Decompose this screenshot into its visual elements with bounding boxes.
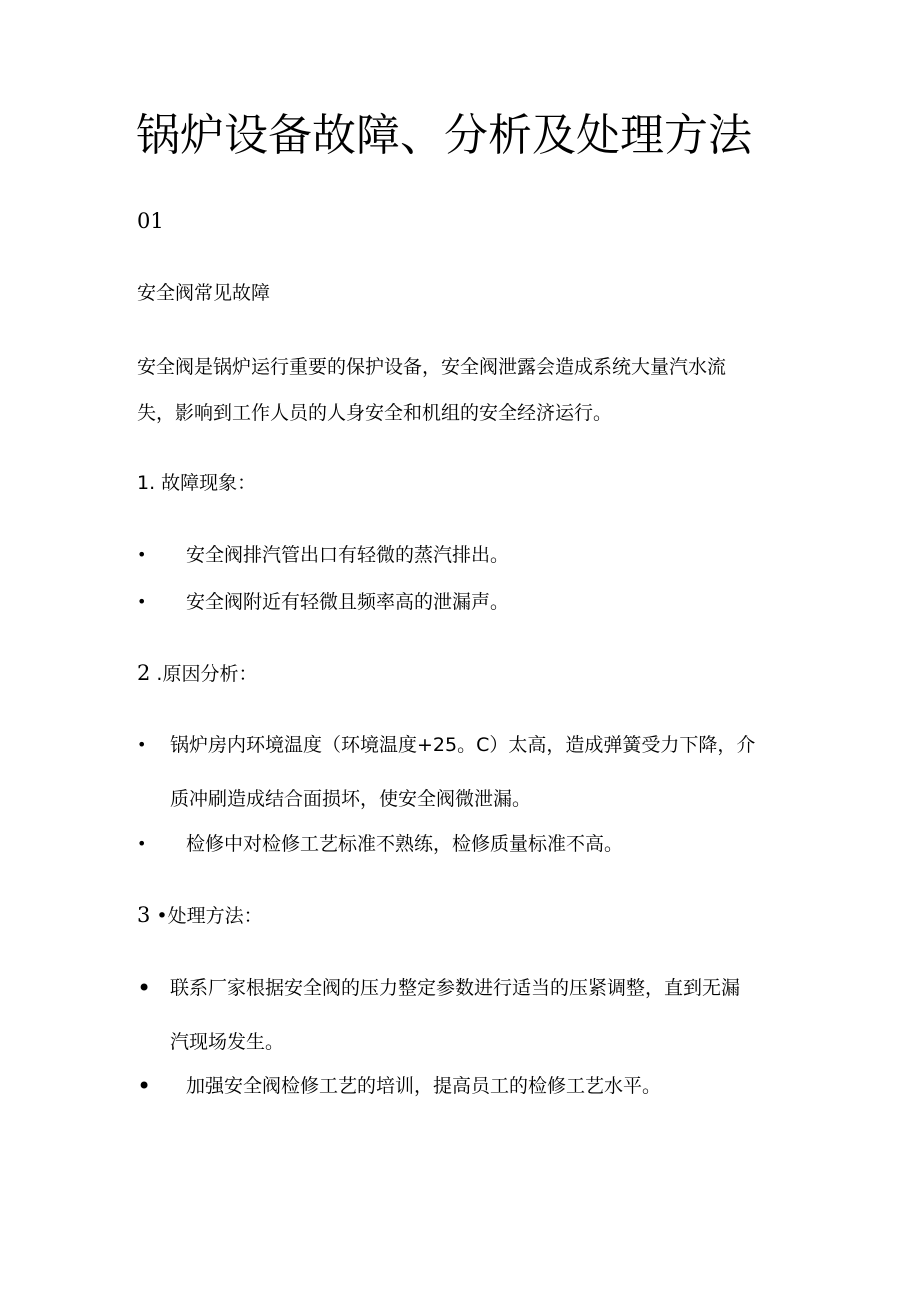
list-item-line-2: 汽现场发生。 <box>170 1031 285 1053</box>
intro-paragraph <box>137 344 787 436</box>
step-2-label: .原因分析： <box>150 663 258 685</box>
bullet-icon: • <box>137 545 147 564</box>
list-item-text: 安全阀附近有轻微且频率高的泄漏声。 <box>186 591 510 613</box>
section-number: 01 <box>137 209 164 233</box>
step-2-number: 2 <box>137 661 151 685</box>
step-1-label: 1. 故障现象： <box>137 472 257 494</box>
list-item-text: 加强安全阀检修工艺的培训，提高员工的检修工艺水平。 <box>186 1075 662 1097</box>
intro-line-2: 失，影响到工作人员的人身安全和机组的安全经济运行。 <box>137 402 613 424</box>
bullet-icon: • <box>137 735 147 754</box>
section-heading: 安全阀常见故障 <box>137 282 271 304</box>
step-1-heading <box>137 468 256 498</box>
list-item-line-1: 联系厂家根据安全阀的压力整定参数进行适当的压紧调整，直到无漏 <box>170 977 741 999</box>
list-item-text <box>170 730 790 814</box>
bullet-icon: • <box>137 1072 152 1100</box>
step-3-label: •处理方法： <box>150 905 263 927</box>
list-item-line-2: 质冲刷造成结合面损坏，使安全阀微泄漏。 <box>170 788 532 810</box>
step-2-heading <box>137 658 257 689</box>
list-item-text: 安全阀排汽管出口有轻微的蒸汽排出。 <box>186 544 510 566</box>
bullet-icon: • <box>137 592 147 611</box>
step-3-heading <box>137 900 263 931</box>
bullet-icon: • <box>137 974 152 1002</box>
bullet-icon: • <box>137 834 147 853</box>
list-item-text <box>170 973 790 1057</box>
step-3-number: 3 <box>137 903 151 927</box>
intro-line-1: 安全阀是锅炉运行重要的保护设备，安全阀泄露会造成系统大量汽水流 <box>137 356 727 378</box>
list-item-line-1: 锅炉房内环境温度（环境温度+25。C）太高，造成弹簧受力下降，介 <box>170 734 756 756</box>
list-item-text: 检修中对检修工艺标准不熟练，检修质量标准不高。 <box>186 833 624 855</box>
document-title: 锅炉设备故障、分析及处理方法 <box>136 110 752 161</box>
